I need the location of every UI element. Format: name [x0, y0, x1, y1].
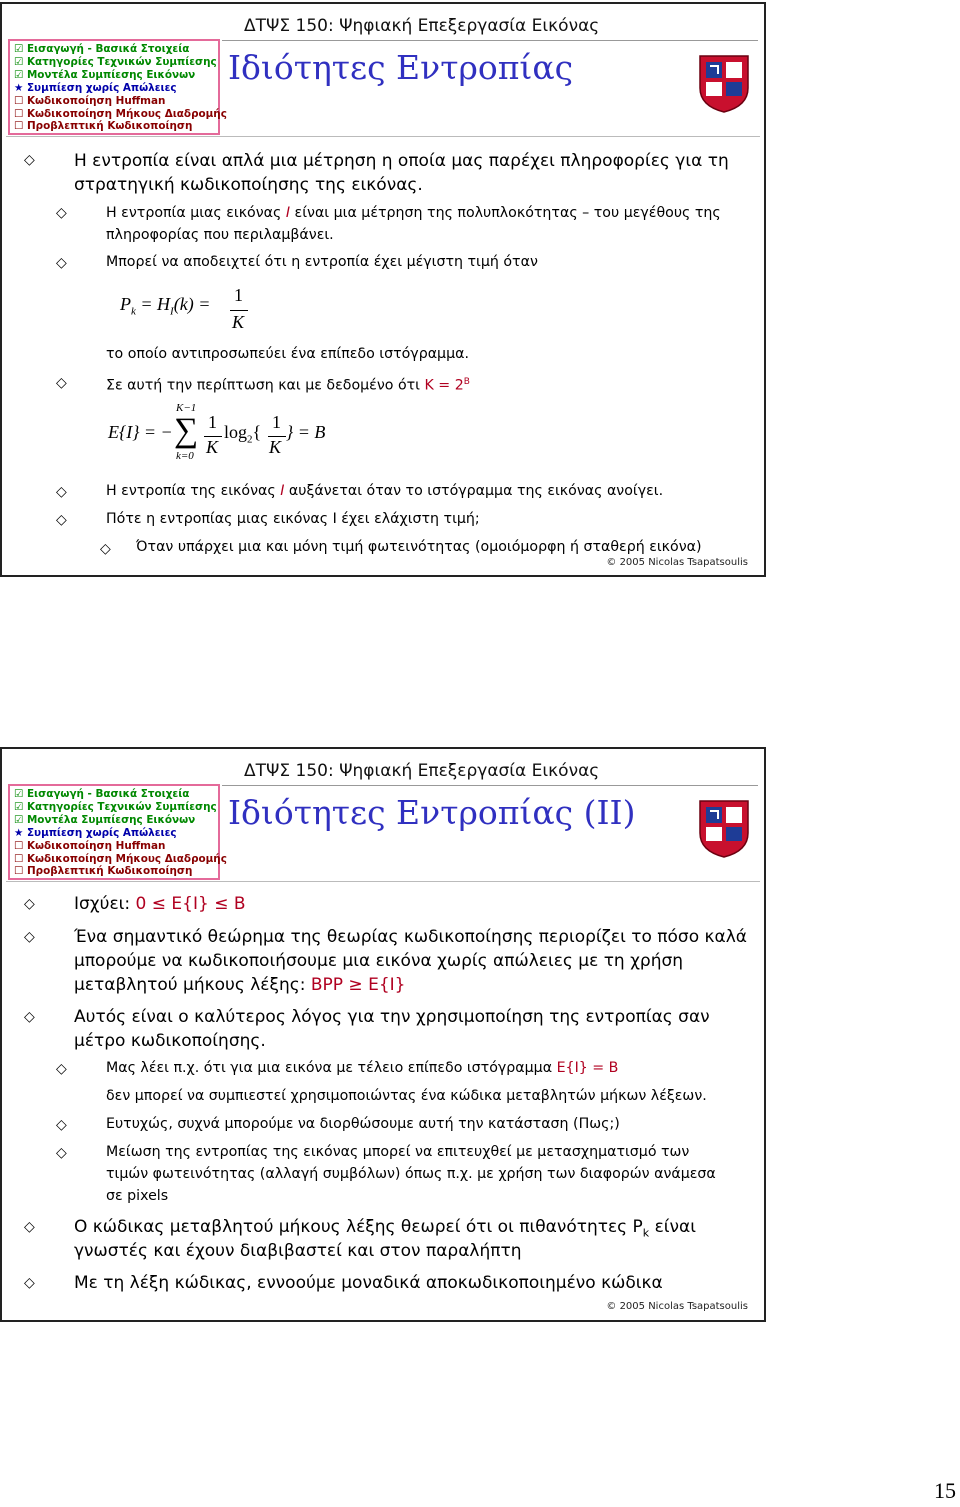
- header-divider: [222, 785, 758, 786]
- slide-title: Ιδιότητες Εντροπίας: [228, 48, 574, 87]
- bullet-text: Με τη λέξη κώδικας, εννοούμε μοναδικά αποκωδικοποιημένο κώδικα: [74, 1273, 663, 1293]
- menu-item: ☐ Κωδικοποίηση Huffman: [14, 839, 166, 852]
- bullet-text: τιμών φωτεινότητας (αλλαγή συμβόλων) όπως π.χ. με χρήση των διαφορών ανάμεσα: [106, 1166, 716, 1182]
- fraction-bar: [230, 310, 248, 311]
- eq-numerator: 1: [272, 412, 281, 432]
- eq-numerator: 1: [234, 285, 243, 305]
- slide-title: Ιδιότητες Εντροπίας (ΙΙ): [228, 793, 636, 832]
- menu-item: ☑ Εισαγωγή - Βασικά Στοιχεία: [14, 43, 190, 55]
- bullet-text: Ένα σημαντικό θεώρημα της θεωρίας κωδικοποίησης περιορίζει το πόσο καλά: [74, 927, 748, 947]
- bullet-text: το οποίο αντιπροσωπεύει ένα επίπεδο ιστόγραμμα.: [106, 346, 469, 362]
- menu-item: ☑ Εισαγωγή - Βασικά Στοιχεία: [14, 788, 190, 800]
- bullet-text: πληροφορίας που περιλαμβάνει.: [106, 227, 334, 243]
- menu-item: ☑ Κατηγορίες Τεχνικών Συμπίεσης: [14, 800, 217, 813]
- bullet-text: Ευτυχώς, συχνά μπορούμε να διορθώσουμε αυτή την κατάσταση (Πως;): [106, 1116, 620, 1132]
- eq-numerator: 1: [208, 412, 217, 432]
- diamond-bullet-icon: ◇: [56, 484, 67, 500]
- menu-item: ★ Συμπίεση χωρίς Απώλειες: [14, 826, 177, 839]
- diamond-bullet-icon: ◇: [24, 1275, 35, 1291]
- copyright-notice: © 2005 Nicolas Tsapatsoulis: [606, 557, 748, 568]
- header-divider: [222, 40, 758, 41]
- course-title: ΔΤΨΣ 150: Ψηφιακή Επεξεργασία Εικόνας: [244, 16, 600, 36]
- bullet-text: Η εντροπία της εικόνας I αυξάνεται όταν το ιστόγραμμα της εικόνας ανοίγει.: [106, 483, 664, 499]
- equation-entropy-sum: E{I} = −: [108, 422, 173, 442]
- topic-menu: [8, 39, 227, 135]
- topic-menu: [8, 784, 227, 880]
- slide-entropy-properties-2: [0, 747, 766, 1322]
- menu-item: ☑ Μοντέλα Συμπίεσης Εικόνων: [14, 68, 196, 81]
- menu-item: ☐ Κωδικοποίηση Μήκους Διαδρομής: [14, 852, 227, 865]
- diamond-bullet-icon: ◇: [24, 896, 35, 912]
- menu-item: ☐ Προβλεπτική Κωδικοποίηση: [14, 120, 193, 133]
- diamond-bullet-icon: ◇: [56, 512, 67, 528]
- menu-item: ★ Συμπίεση χωρίς Απώλειες: [14, 81, 177, 94]
- log-term: $\log_2${: [224, 422, 262, 446]
- menu-item: ☑ Κατηγορίες Τεχνικών Συμπίεσης: [14, 55, 217, 68]
- menu-item: ☑ Μοντέλα Συμπίεσης Εικόνων: [14, 813, 196, 826]
- equation-max-entropy: $P_k = H_I(k)$ =: [120, 294, 211, 318]
- diamond-bullet-icon: ◇: [56, 1117, 67, 1133]
- bullet-text: Ισχύει: 0 ≤ E{I} ≤ B: [74, 894, 246, 914]
- bullet-text: μεταβλητού μήκους λέξης: BPP ≥ E{I}: [74, 975, 406, 995]
- bullet-text: μπορούμε να κωδικοποιήσουμε μια εικόνα χωρίς απώλειες με τη χρήση: [74, 951, 684, 971]
- slide-entropy-properties: [0, 2, 766, 577]
- diamond-bullet-icon: ◇: [56, 1061, 67, 1077]
- bullet-text: Ο κώδικας μεταβλητού μήκους λέξης θεωρεί ότι οι πιθανότητες $P_k$ είναι: [74, 1217, 696, 1240]
- header-bottom-divider: [6, 881, 760, 882]
- header-bottom-divider: [6, 136, 760, 137]
- diamond-bullet-icon: ◇: [24, 152, 35, 168]
- bullet-text: σε pixels: [106, 1188, 169, 1204]
- bullet-text: Μπορεί να αποδειχτεί ότι η εντροπία έχει μέγιστη τιμή όταν: [106, 254, 538, 270]
- diamond-bullet-icon: ◇: [24, 929, 35, 945]
- eq-result: } = B: [286, 422, 326, 442]
- sum-lower-limit: k=0: [176, 450, 194, 462]
- university-logo: [696, 52, 752, 114]
- eq-denominator: K: [269, 437, 282, 457]
- copyright-notice: © 2005 Nicolas Tsapatsoulis: [606, 1301, 748, 1312]
- menu-item: ☐ Προβλεπτική Κωδικοποίηση: [14, 865, 193, 878]
- diamond-bullet-icon: ◇: [56, 205, 67, 221]
- sum-symbol: ∑: [174, 412, 199, 449]
- bullet-text: στρατηγική κωδικοποίησης της εικόνας.: [74, 175, 423, 195]
- diamond-bullet-icon: ◇: [56, 255, 67, 271]
- diamond-bullet-icon: ◇: [100, 541, 111, 557]
- diamond-bullet-icon: ◇: [24, 1009, 35, 1025]
- bullet-text: Η εντροπία είναι απλά μια μέτρηση η οποία μας παρέχει πληροφορίες για τη: [74, 151, 729, 171]
- bullet-text: Πότε η εντροπίας μιας εικόνας Ι έχει ελάχιστη τιμή;: [106, 511, 480, 527]
- course-title: ΔΤΨΣ 150: Ψηφιακή Επεξεργασία Εικόνας: [244, 761, 600, 781]
- eq-denominator: K: [206, 437, 219, 457]
- menu-item: ☐ Κωδικοποίηση Μήκους Διαδρομής: [14, 107, 227, 120]
- bullet-text: Σε αυτή την περίπτωση και με δεδομένο ότι $K = 2^B$: [106, 377, 470, 394]
- diamond-bullet-icon: ◇: [56, 375, 67, 391]
- bullet-text: Όταν υπάρχει μια και μόνη τιμή φωτεινότητας (ομοιόμορφη ή σταθερή εικόνα): [136, 539, 702, 555]
- bullet-text: μέτρο κωδικοποίησης.: [74, 1031, 266, 1051]
- bullet-text: δεν μπορεί να συμπιεστεί χρησιμοποιώντας ένα κώδικα μεταβλητών μήκων λέξεων.: [106, 1088, 707, 1104]
- page-number: 15: [934, 1478, 956, 1503]
- sum-upper-limit: K−1: [176, 402, 197, 414]
- bullet-text: Μείωση της εντροπίας της εικόνας μπορεί να επιτευχθεί με μετασχηματισμό των: [106, 1144, 690, 1160]
- menu-item: ☐ Κωδικοποίηση Huffman: [14, 94, 166, 107]
- bullet-text: Η εντροπία μιας εικόνας I είναι μια μέτρηση της πολυπλοκότητας – του μεγέθους της: [106, 205, 721, 221]
- bullet-text: γνωστές και έχουν διαβιβαστεί και στον παραλήπτη: [74, 1241, 522, 1261]
- eq-denominator: K: [232, 312, 245, 332]
- diamond-bullet-icon: ◇: [56, 1145, 67, 1161]
- university-logo: [696, 797, 752, 859]
- bullet-text: Μας λέει π.χ. ότι για μια εικόνα με τέλειο επίπεδο ιστόγραμμα E{I} = B: [106, 1060, 619, 1076]
- bullet-text: Αυτός είναι ο καλύτερος λόγος για την χρησιμοποίηση της εντροπίας σαν: [74, 1007, 710, 1027]
- diamond-bullet-icon: ◇: [24, 1219, 35, 1235]
